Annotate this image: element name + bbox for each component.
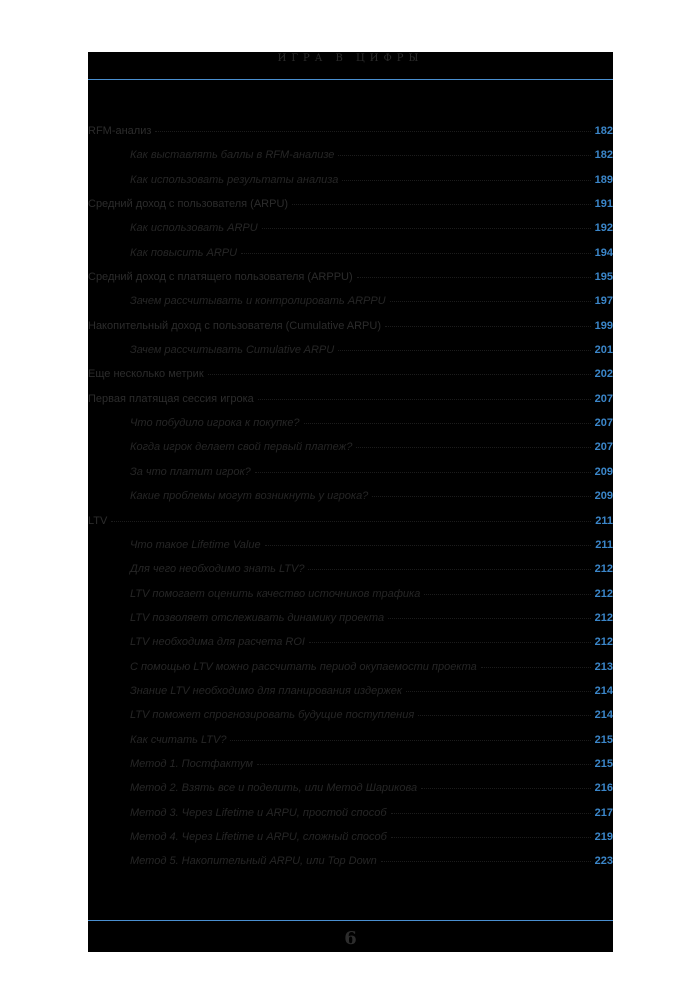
toc-entry-title: Метод 2. Взять все и поделить, или Метод Шарикова bbox=[130, 782, 418, 795]
toc-entry-title: LTV bbox=[88, 514, 108, 527]
toc-dot-leader bbox=[230, 739, 590, 741]
toc-entry-title: Как использовать ARPU bbox=[130, 222, 258, 235]
toc-entry-title: Знание LTV необходимо для планирования издержек bbox=[130, 684, 403, 697]
toc-dot-leader bbox=[406, 690, 591, 692]
toc-entry-title: Зачем рассчитывать Cumulative ARPU bbox=[130, 344, 335, 357]
toc-entry-title: Как использовать результаты анализа bbox=[130, 173, 339, 186]
toc-entry-title: LTV необходима для расчета ROI bbox=[130, 636, 305, 649]
toc-page-number: 214 bbox=[594, 709, 613, 722]
header-rule bbox=[88, 79, 613, 80]
toc-dot-leader bbox=[421, 787, 591, 789]
toc-entry-title: Зачем рассчитывать и контролировать ARPPU bbox=[130, 295, 386, 308]
toc-entry-title: Какие проблемы могут возникнуть у игрока? bbox=[130, 490, 369, 503]
toc-dot-leader bbox=[304, 422, 591, 424]
toc-dot-leader bbox=[111, 520, 591, 522]
toc-dot-leader bbox=[357, 276, 591, 278]
toc-dot-leader bbox=[372, 495, 590, 497]
toc-entry-title: Средний доход с платящего пользователя (ARPPU) bbox=[88, 271, 353, 284]
toc-subentry bbox=[88, 758, 613, 782]
toc-entry-title: За что платит игрок? bbox=[130, 465, 251, 478]
toc-dot-leader bbox=[342, 179, 590, 181]
toc-page-number: 214 bbox=[594, 684, 613, 697]
toc-page-number: 209 bbox=[594, 490, 613, 503]
toc-subentry bbox=[88, 685, 613, 709]
toc-page-number: 207 bbox=[594, 417, 613, 430]
toc-subentry bbox=[88, 855, 613, 879]
toc-page-number: 207 bbox=[594, 441, 613, 454]
toc-dot-leader bbox=[356, 446, 590, 448]
toc-entry-title: Накопительный доход с пользователя (Cumulative ARPU) bbox=[88, 319, 381, 332]
toc-entry bbox=[88, 271, 613, 295]
toc-page-number: 207 bbox=[594, 392, 613, 405]
toc-dot-leader bbox=[391, 836, 591, 838]
toc-subentry bbox=[88, 149, 613, 173]
toc-dot-leader bbox=[424, 593, 590, 595]
toc-dot-leader bbox=[241, 252, 591, 254]
toc-subentry bbox=[88, 247, 613, 271]
toc-page-number: 215 bbox=[594, 733, 613, 746]
toc-dot-leader bbox=[391, 812, 591, 814]
toc-entry-title: Метод 4. Через Lifetime и ARPU, сложный способ bbox=[130, 830, 387, 843]
toc-subentry bbox=[88, 490, 613, 514]
toc-subentry bbox=[88, 466, 613, 490]
toc-entry bbox=[88, 393, 613, 417]
page-number: 6 bbox=[344, 928, 357, 949]
toc-dot-leader bbox=[262, 227, 591, 229]
toc-page-number: 182 bbox=[594, 125, 613, 137]
toc-subentry bbox=[88, 222, 613, 246]
toc-dot-leader bbox=[481, 666, 591, 668]
toc-entry-title: Метод 3. Через Lifetime и ARPU, простой способ bbox=[130, 806, 387, 819]
toc-entry-title: LTV позволяет отслеживать динамику проекта bbox=[130, 611, 385, 624]
toc-dot-leader bbox=[338, 349, 590, 351]
toc-entry bbox=[88, 198, 613, 222]
toc-page-number: 212 bbox=[594, 587, 613, 600]
toc-dot-leader bbox=[385, 325, 591, 327]
toc-entry-title: Как повысить ARPU bbox=[130, 246, 238, 259]
toc-entry-title: С помощью LTV можно рассчитать период окупаемости проекта bbox=[130, 660, 477, 673]
toc-page-number: 212 bbox=[594, 611, 613, 624]
toc-entry-title: Как считать LTV? bbox=[130, 733, 227, 746]
toc-subentry bbox=[88, 612, 613, 636]
toc-page-number: 191 bbox=[594, 198, 613, 211]
toc-entry-title: Когда игрок делает свой первый платеж? bbox=[130, 441, 353, 454]
toc-entry bbox=[88, 125, 613, 149]
toc-subentry bbox=[88, 636, 613, 660]
toc-page-number: 217 bbox=[594, 806, 613, 819]
toc-subentry bbox=[88, 295, 613, 319]
toc-page-number: 189 bbox=[594, 173, 613, 186]
toc-dot-leader bbox=[308, 568, 590, 570]
toc-dot-leader bbox=[381, 860, 591, 862]
toc-entry-title: Что побудило игрока к покупке? bbox=[130, 417, 300, 430]
toc-page-number: 213 bbox=[594, 660, 613, 673]
toc-page-number: 195 bbox=[594, 271, 613, 284]
toc-entry-title: Первая платящая сессия игрока bbox=[88, 392, 254, 405]
toc-dot-leader bbox=[418, 714, 590, 716]
toc-entry bbox=[88, 320, 613, 344]
toc-subentry bbox=[88, 441, 613, 465]
toc-entry bbox=[88, 515, 613, 539]
toc-page-number: 219 bbox=[594, 830, 613, 843]
toc-page-number: 215 bbox=[594, 757, 613, 770]
toc-subentry bbox=[88, 539, 613, 563]
toc-page-number: 223 bbox=[594, 855, 613, 868]
toc-subentry bbox=[88, 709, 613, 733]
toc-subentry bbox=[88, 734, 613, 758]
toc-subentry bbox=[88, 344, 613, 368]
toc-page-number: 197 bbox=[594, 295, 613, 308]
toc-subentry bbox=[88, 661, 613, 685]
toc-dot-leader bbox=[258, 398, 591, 400]
toc-entry-title: LTV поможет спрогнозировать будущие поступления bbox=[130, 709, 415, 722]
toc-page-number: 211 bbox=[595, 514, 613, 527]
toc-page-number: 194 bbox=[594, 246, 613, 259]
toc-page-number: 209 bbox=[594, 465, 613, 478]
toc-page-number: 182 bbox=[594, 149, 613, 162]
toc-page-number: 201 bbox=[594, 344, 613, 357]
toc-entry-title: Еще несколько метрик bbox=[88, 368, 204, 381]
toc-entry-title: Средний доход с пользователя (ARPU) bbox=[88, 198, 289, 211]
toc-page-number: 202 bbox=[594, 368, 613, 381]
book-page bbox=[88, 52, 613, 952]
toc-dot-leader bbox=[388, 617, 591, 619]
table-of-contents bbox=[88, 125, 613, 880]
toc-subentry bbox=[88, 782, 613, 806]
footer-rule bbox=[88, 920, 613, 921]
toc-dot-leader bbox=[309, 641, 591, 643]
toc-dot-leader bbox=[255, 471, 591, 473]
toc-entry bbox=[88, 368, 613, 392]
toc-page-number: 211 bbox=[595, 538, 613, 551]
toc-subentry bbox=[88, 174, 613, 198]
toc-dot-leader bbox=[257, 763, 591, 765]
toc-dot-leader bbox=[208, 373, 591, 375]
toc-subentry bbox=[88, 563, 613, 587]
toc-entry-title: Метод 1. Постфактум bbox=[130, 757, 254, 770]
running-header: ИГРА В ЦИФРЫ bbox=[277, 53, 424, 64]
toc-subentry bbox=[88, 807, 613, 831]
toc-entry-title: RFM-анализ bbox=[88, 125, 152, 137]
toc-entry-title: Что такое Lifetime Value bbox=[130, 538, 261, 551]
toc-page-number: 212 bbox=[594, 563, 613, 576]
toc-dot-leader bbox=[338, 154, 590, 156]
toc-dot-leader bbox=[265, 544, 592, 546]
toc-entry-title: LTV помогает оценить качество источников трафика bbox=[130, 587, 421, 600]
toc-entry-title: Как выставлять баллы в RFM-анализе bbox=[130, 149, 335, 162]
toc-page-number: 212 bbox=[594, 636, 613, 649]
toc-dot-leader bbox=[292, 203, 591, 205]
toc-dot-leader bbox=[155, 130, 590, 132]
toc-entry-title: Метод 5. Накопительный ARPU, или Top Down bbox=[130, 855, 377, 868]
toc-subentry bbox=[88, 417, 613, 441]
toc-subentry bbox=[88, 588, 613, 612]
toc-page-number: 192 bbox=[594, 222, 613, 235]
toc-entry-title: Для чего необходимо знать LTV? bbox=[130, 563, 305, 576]
toc-page-number: 199 bbox=[594, 319, 613, 332]
toc-subentry bbox=[88, 831, 613, 855]
toc-page-number: 216 bbox=[594, 782, 613, 795]
toc-dot-leader bbox=[390, 300, 591, 302]
